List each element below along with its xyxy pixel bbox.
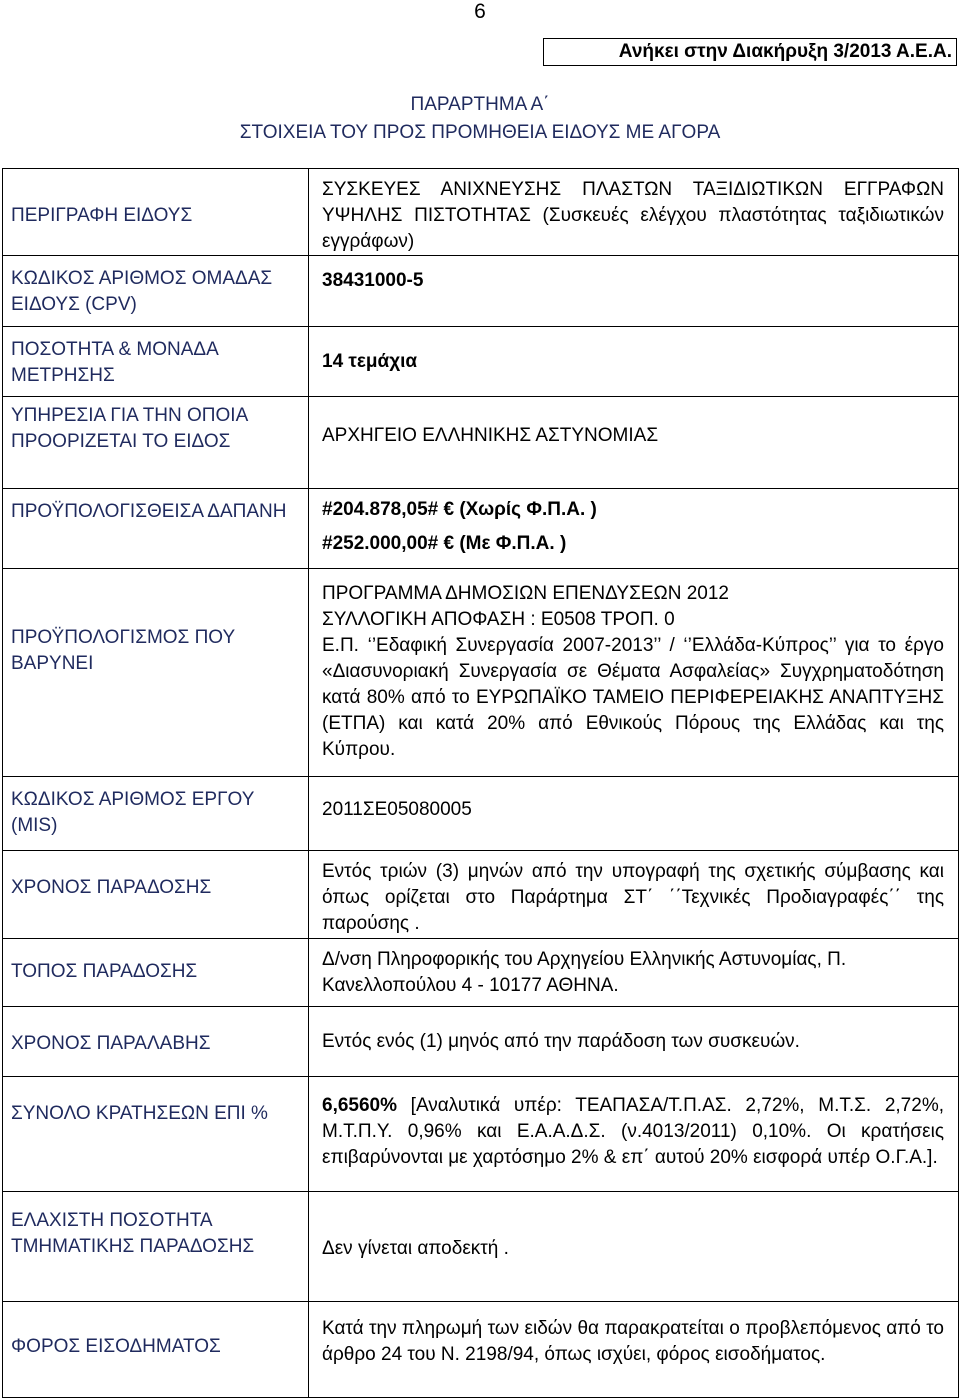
item-specification-table [2, 168, 959, 1398]
row-value-deductions [309, 1077, 959, 1192]
row-value-quantity: 14 τεμάχια [309, 327, 959, 397]
row-value-min-partial-delivery: Δεν γίνεται αποδεκτή . [309, 1192, 959, 1302]
table-row [3, 1007, 959, 1077]
row-label-budget-charged: ΠΡΟΫΠΟΛΟΓΙΣΜΟΣ ΠΟΥ ΒΑΡΥΝΕΙ [3, 569, 309, 777]
annex-subtitle: ΣΤΟΙΧΕΙΑ ΤΟΥ ΠΡΟΣ ΠΡΟΜΗΘΕΙΑ ΕΙΔΟΥΣ ΜΕ ΑΓΟΡΑ [239, 122, 721, 143]
tender-reference: Ανήκει στην Διακήρυξη 3/2013 Α.Ε.Α. [618, 41, 952, 62]
row-label-quantity: ΠΟΣΟΤΗΤΑ & ΜΟΝΑΔΑ ΜΕΤΡΗΣΗΣ [3, 327, 309, 397]
table-row [3, 1302, 959, 1398]
table-row [3, 939, 959, 1007]
row-label-budgeted-cost: ΠΡΟΫΠΟΛΟΓΙΣΘΕΙΣΑ ΔΑΠΑΝΗ [3, 489, 309, 569]
row-value-budgeted-cost: #204.878,05# € (Χωρίς Φ.Π.Α. ) #252.000,00# € (Με Φ.Π.Α. ) [309, 489, 959, 569]
page-number: 6 [474, 0, 486, 23]
row-value-acceptance-time: Εντός ενός (1) μηνός από την παράδοση των συσκευών. [309, 1007, 959, 1077]
row-value-budget-charged: ΠΡΟΓΡΑΜΜΑ ΔΗΜΟΣΙΩΝ ΕΠΕΝΔΥΣΕΩΝ 2012 ΣΥΛΛΟΓΙΚΗ ΑΠΟΦΑΣΗ : Ε0508 ΤΡΟΠ. 0 Ε.Π. ‘’Εδαφική Συνεργασία 2007-2013’’ / ‘’Ελλάδα-Κύπρος’’ για το έργο «Διασυνοριακή Συνεργασία σε Θέματα Ασφαλείας» Συγχρηματοδότηση κατά 80% από το ΕΥΡΩΠΑΪΚΟ ΤΑΜΕΙΟ ΠΕΡΙΦΕΡΕΙΑΚΗΣ ΑΝΑΠΤΥΞΗΣ (ΕΤΠΑ) και κατά 20% από Εθνικούς Πόρους της Ελλάδας και της Κύπρου. [309, 569, 959, 777]
row-value-delivery-time: Εντός τριών (3) μηνών από την υπογραφή της σχετικής σύμβασης και όπως ορίζεται στο Παράρτημα ΣΤ΄ ΄΄Τεχνικές Προδιαγραφές΄΄ της παρούσης . [309, 851, 959, 939]
table-row [3, 569, 959, 777]
row-label-delivery-time: ΧΡΟΝΟΣ ΠΑΡΑΔΟΣΗΣ [3, 851, 309, 939]
row-value-item-description: ΣΥΣΚΕΥΕΣ ΑΝΙΧΝΕΥΣΗΣ ΠΛΑΣΤΩΝ ΤΑΞΙΔΙΩΤΙΚΩΝ ΕΓΓΡΑΦΩΝ ΥΨΗΛΗΣ ΠΙΣΤΟΤΗΤΑΣ (Συσκευές ελέγχου πλαστότητας ταξιδιωτικών εγγράφων) [309, 169, 959, 256]
row-label-cpv: ΚΩΔΙΚΟΣ ΑΡΙΘΜΟΣ ΟΜΑΔΑΣ ΕΙΔΟΥΣ (CPV) [3, 256, 309, 327]
row-label-delivery-place: ΤΟΠΟΣ ΠΑΡΑΔΟΣΗΣ [3, 939, 309, 1007]
row-label-income-tax: ΦΟΡΟΣ ΕΙΣΟΔΗΜΑΤΟΣ [3, 1302, 309, 1398]
table-row [3, 397, 959, 489]
table-row [3, 489, 959, 569]
deductions-total: 6,6560% [322, 1095, 398, 1116]
table-row [3, 1192, 959, 1302]
row-value-service: ΑΡΧΗΓΕΙΟ ΕΛΛΗΝΙΚΗΣ ΑΣΤΥΝΟΜΙΑΣ [309, 397, 959, 489]
row-label-deductions: ΣΥΝΟΛΟ ΚΡΑΤΗΣΕΩΝ ΕΠΙ % [3, 1077, 309, 1192]
table-row [3, 256, 959, 327]
row-label-acceptance-time: ΧΡΟΝΟΣ ΠΑΡΑΛΑΒΗΣ [3, 1007, 309, 1077]
table-row [3, 327, 959, 397]
tender-reference-box [543, 38, 957, 66]
row-value-delivery-place: Δ/νση Πληροφορικής του Αρχηγείου Ελληνικής Αστυνομίας, Π. Κανελλοπούλου 4 - 10177 ΑΘΗΝΑ. [309, 939, 959, 1007]
row-label-item-description: ΠΕΡΙΓΡΑΦΗ ΕΙΔΟΥΣ [3, 169, 309, 256]
table-row [3, 169, 959, 256]
row-value-cpv: 38431000-5 [309, 256, 959, 327]
annex-title: ΠΑΡΑΡΤΗΜΑ Α΄ [410, 94, 550, 115]
table-row [3, 1077, 959, 1192]
row-label-min-partial-delivery: ΕΛΑΧΙΣΤΗ ΠΟΣΟΤΗΤΑ ΤΜΗΜΑΤΙΚΗΣ ΠΑΡΑΔΟΣΗΣ [3, 1192, 309, 1302]
row-label-service: ΥΠΗΡΕΣΙΑ ΓΙΑ ΤΗΝ ΟΠΟΙΑ ΠΡΟΟΡΙΖΕΤΑΙ ΤΟ ΕΙΔΟΣ [3, 397, 309, 489]
deductions-detail: [Αναλυτικά υπέρ: ΤΕΑΠΑΣΑ/Τ.Π.ΑΣ. 2,72%, Μ.Τ.Σ. 2,72%, Μ.Τ.Π.Υ. 0,96% και Ε.Α.Α.Δ.Σ. (ν.4013/2011) 0,10%. Οι κρατήσεις επιβαρύνονται με χαρτόσημο 2% & επ΄ αυτού 20% εισφορά υπέρ Ο.Γ.Α.]. [322, 1095, 944, 1168]
table-row [3, 777, 959, 851]
row-value-mis: 2011ΣΕ05080005 [309, 777, 959, 851]
table-row [3, 851, 959, 939]
row-label-mis: ΚΩΔΙΚΟΣ ΑΡΙΘΜΟΣ ΕΡΓΟΥ (MIS) [3, 777, 309, 851]
row-value-income-tax: Κατά την πληρωμή των ειδών θα παρακρατείται ο προβλεπόμενος από το άρθρο 24 του Ν. 2198/94, όπως ισχύει, φόρος εισοδήματος. [309, 1302, 959, 1398]
